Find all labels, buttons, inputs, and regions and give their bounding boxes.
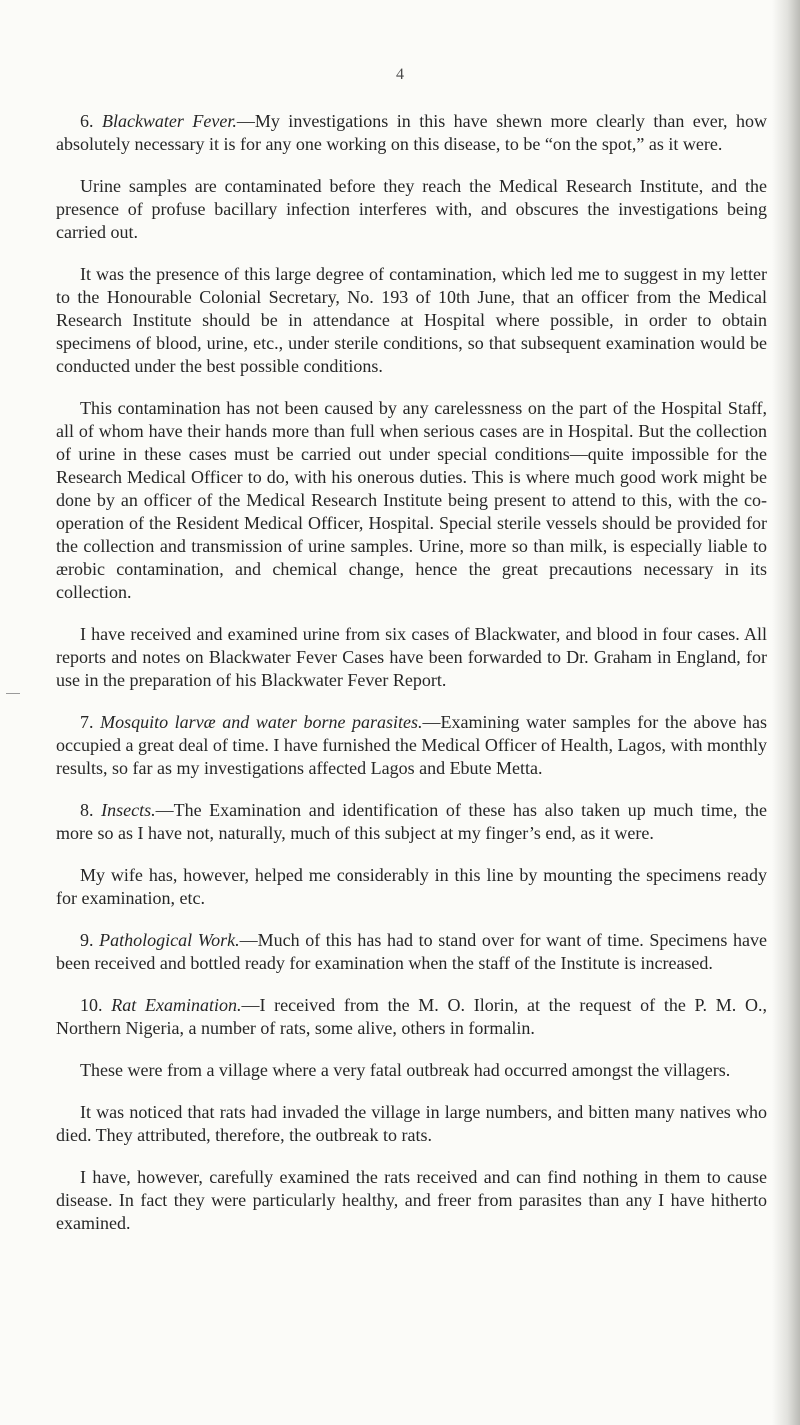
section-10-paragraph-2: These were from a village where a very fatal outbreak had occurred amongst the villagers. [80, 1060, 731, 1080]
section-10-paragraph-3: It was noticed that rats had invaded the village in large numbers, and bitten many natives who died. They attributed, therefore, the outbreak to rats. [56, 1102, 767, 1145]
section-8-paragraph-1 [56, 799, 767, 845]
section-6-paragraph-3: It was the presence of this large degree of contamination, which led me to suggest in my letter to the Honourable Colonial Secretary, No. 193 of 10th June, that an officer from the Medical Research Institute should be in attendance at Hospital where possible, in order to obtain specimens of blood, urine, etc., under sterile conditions, so that subsequent examination would be conducted under the best possible conditions. [56, 264, 767, 376]
section-9-paragraph-1 [56, 929, 767, 975]
section-heading: Insects. [101, 800, 156, 820]
section-heading: Blackwater Fever. [101, 111, 237, 131]
section-10-paragraph-1 [56, 994, 767, 1040]
section-heading: Pathological Work. [99, 930, 240, 950]
page-number: 4 [396, 66, 404, 83]
paragraph-text: —Examining water samples for the above has occupied a great deal of time. I have furnished the Medical Officer of Health, Lagos, with monthly results, so far as my investigations affected Lagos and Ebute Metta. [56, 712, 767, 778]
paragraph-text: —My investigations in this have shewn more clearly than ever, how absolutely necessary it is for any one working on this disease, to be “on the spot,” as it were. [56, 111, 768, 154]
page-edge-shadow [772, 0, 800, 1425]
section-10-paragraph-4: I have, however, carefully examined the rats received and can find nothing in them to cause disease. In fact they were particularly healthy, and freer from parasites than any I have hitherto examined. [56, 1167, 767, 1233]
section-number: 9. [80, 930, 94, 950]
report-body [56, 110, 767, 1254]
section-6-paragraph-5: I have received and examined urine from six cases of Blackwater, and blood in four cases. All reports and notes on Blackwater Fever Cases have been forwarded to Dr. Graham in England, for use in the preparation of his Blackwater Fever Report. [56, 624, 767, 690]
section-number: 10. [80, 995, 103, 1015]
section-number: 6. [80, 111, 94, 131]
section-heading: Mosquito larvæ and water borne parasites. [100, 712, 423, 732]
section-number: 7. [80, 712, 94, 732]
section-number: 8. [80, 800, 94, 820]
section-7-paragraph-1 [56, 711, 767, 780]
section-6-paragraph-2: Urine samples are contaminated before they reach the Medical Research Institute, and the presence of profuse bacillary infection interferes with, and obscures the investigations being carried out. [56, 176, 767, 242]
paragraph-text: —Much of this has had to stand over for want of time. Specimens have been received and bottled ready for examination when the staff of the Institute is increased. [56, 930, 768, 973]
paragraph-text: —The Examination and identification of these has also taken up much time, the more so as I have not, naturally, much of this subject at my finger’s end, as it were. [56, 800, 767, 843]
section-heading: Rat Examination. [111, 995, 242, 1015]
section-6-paragraph-1 [56, 110, 767, 156]
margin-mark [6, 693, 20, 694]
section-6-paragraph-4: This contamination has not been caused by any carelessness on the part of the Hospital Staff, all of whom have their hands more than full when serious cases are in Hospital. But the collection of urine in these cases must be carried out under special conditions—quite impossible for the Research Medical Officer to do, with his onerous duties. This is where much good work might be done by an officer of the Medical Research Institute being present to attend to this, with the co-operation of the Resident Medical Officer, Hospital. Special sterile vessels should be provided for the collection and transmission of urine samples. Urine, more so than milk, is especially liable to ærobic contamination, and chemical change, hence the great precautions necessary in its collection. [56, 398, 767, 602]
section-8-paragraph-2: My wife has, however, helped me considerably in this line by mounting the specimens ready for examination, etc. [56, 865, 767, 908]
paragraph-text: —I received from the M. O. Ilorin, at the request of the P. M. O., Northern Nigeria, a number of rats, some alive, others in formalin. [56, 995, 768, 1038]
